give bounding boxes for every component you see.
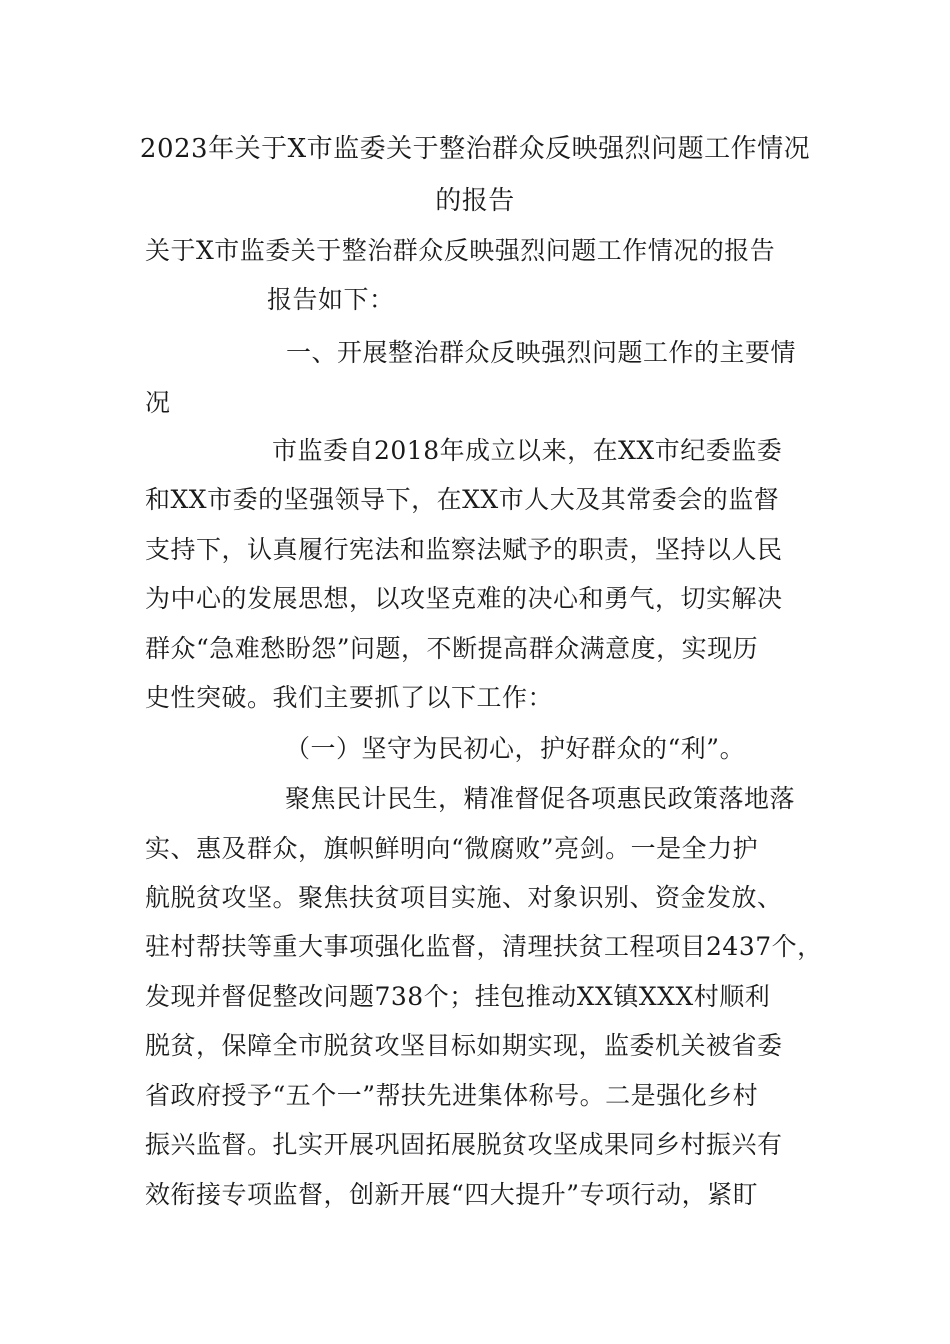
subsection-heading: （一）坚守为民初心，护好群众的“利”。 — [285, 734, 746, 763]
paragraph-1-line: 群众“急难愁盼怨”问题，不断提高群众满意度，实现历 — [145, 634, 759, 663]
report-intro: 报告如下： — [267, 285, 395, 314]
paragraph-1-line: 为中心的发展思想，以攻坚克难的决心和勇气，切实解决 — [145, 584, 783, 613]
paragraph-2-line: 实、惠及群众，旗帜鲜明向“微腐败”亮剑。一是全力护 — [145, 834, 759, 863]
paragraph-2-line: 效衔接专项监督，创新开展“四大提升”专项行动，紧盯 — [145, 1180, 759, 1209]
section-heading-line-2: 况 — [145, 388, 171, 417]
subtitle: 关于X市监委关于整治群众反映强烈问题工作情况的报告 — [145, 236, 776, 265]
paragraph-2-line: 省政府授予“五个一”帮扶先进集体称号。二是强化乡村 — [145, 1081, 759, 1110]
paragraph-2-line: 驻村帮扶等重大事项强化监督，清理扶贫工程项目2437个， — [145, 932, 823, 961]
title-line-2: 的报告 — [435, 186, 515, 216]
paragraph-1-line: 支持下，认真履行宪法和监察法赋予的职责，坚持以人民 — [145, 535, 783, 564]
title-line-1: 2023年关于X市监委关于整治群众反映强烈问题工作情况 — [139, 134, 811, 164]
paragraph-1-line: 和XX市委的坚强领导下，在XX市人大及其常委会的监督 — [145, 485, 780, 514]
paragraph-1-line: 市监委自2018年成立以来，在XX市纪委监委 — [272, 436, 783, 465]
paragraph-2-line: 发现并督促整改问题738个；挂包推动XX镇XXX村顺利 — [145, 982, 771, 1011]
paragraph-1-line: 史性突破。我们主要抓了以下工作： — [145, 683, 554, 712]
paragraph-2-line: 聚焦民计民生，精准督促各项惠民政策落地落 — [285, 784, 796, 813]
paragraph-2-line: 振兴监督。扎实开展巩固拓展脱贫攻坚成果同乡村振兴有 — [145, 1130, 783, 1159]
paragraph-2-line: 航脱贫攻坚。聚焦扶贫项目实施、对象识别、资金发放、 — [145, 883, 783, 912]
section-heading-line-1: 一、开展整治群众反映强烈问题工作的主要情 — [286, 338, 797, 367]
paragraph-2-line: 脱贫，保障全市脱贫攻坚目标如期实现，监委机关被省委 — [145, 1031, 783, 1060]
